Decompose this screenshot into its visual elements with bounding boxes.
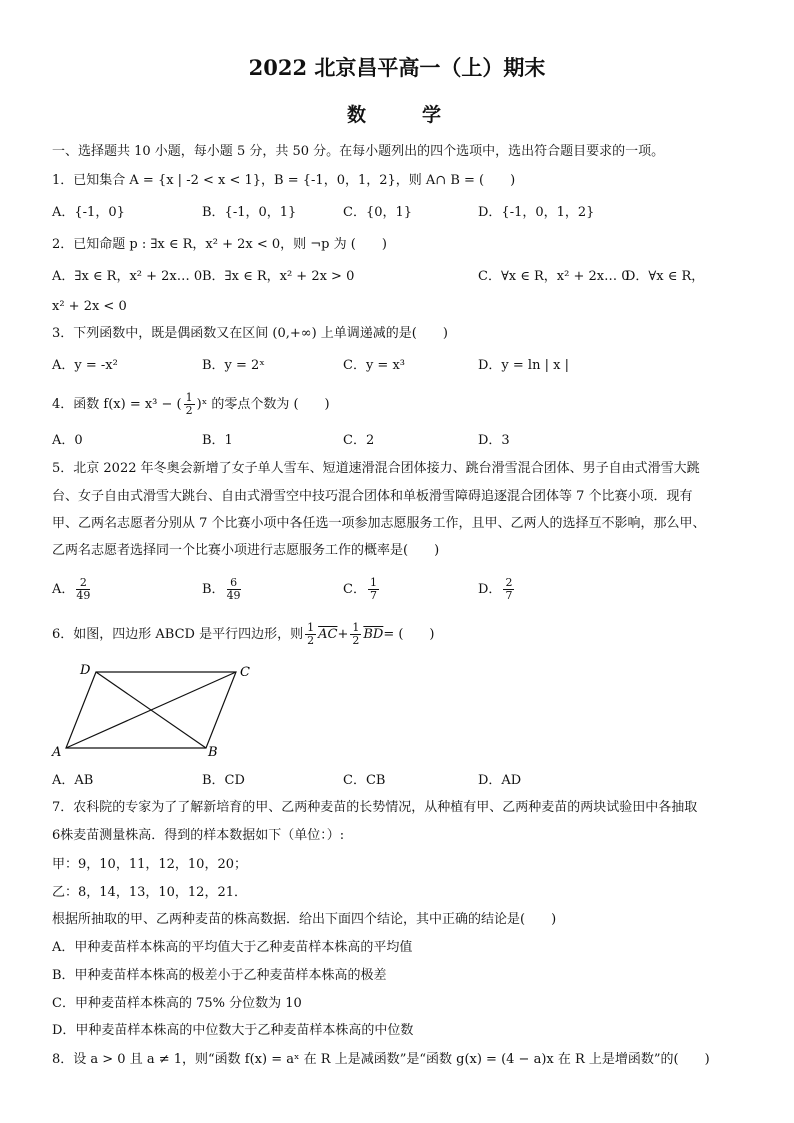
- fraction-one-half: [305, 622, 316, 647]
- question-5-option-d: [478, 575, 516, 605]
- fraction-denominator: 2: [307, 634, 315, 647]
- option-fraction: [227, 577, 241, 602]
- question-2-option-a: A．∃x ∈ R，x² + 2x… 0: [52, 269, 203, 284]
- question-4-option-c: C．2: [343, 433, 375, 448]
- question-4-option-b: B．1: [202, 433, 233, 448]
- fraction-one-half: [350, 622, 361, 647]
- question-2-option-b: B．∃x ∈ R，x² + 2x > 0: [202, 269, 355, 284]
- section-instructions: 一、选择题共 10 小题，每小题 5 分，共 50 分。在每小题列出的四个选项中，选出符合题目要求的一项。: [52, 144, 665, 159]
- question-1-option-b: B．{-1，0，1}: [202, 205, 297, 220]
- question-1-option-c: C．{0，1}: [343, 205, 413, 220]
- vector-bd: $\overline{BD}$: [363, 627, 384, 642]
- question-6-option-d: D．AD: [478, 773, 522, 788]
- question-8-stem: 8．设 a > 0 且 a ≠ 1，则“函数 f(x) = aˣ 在 R 上是减函数”是“函数 g(x) = (4 − a)x 在 R 上是增函数”的( ): [52, 1052, 710, 1067]
- question-5-option-c: [343, 575, 381, 605]
- question-3-option-c: C．y = x³: [343, 358, 405, 373]
- vertex-label-d: D: [80, 663, 91, 678]
- question-5-line-4: 乙两名志愿者选择同一个比赛小项进行志愿服务工作的概率是( ): [52, 543, 440, 558]
- fraction-denominator: 2: [185, 404, 193, 417]
- option-label: A．: [52, 582, 75, 597]
- option-label: B．: [202, 582, 225, 597]
- question-4-option-d: D．3: [478, 433, 510, 448]
- option-fraction: [503, 577, 514, 602]
- option-fraction: [76, 577, 90, 602]
- question-5-line-2: 台、女子自由式滑雪大跳台、自由式滑雪空中技巧混合团体和单板滑雪障碍追逐混合团体等 7 个比赛小项．现有: [52, 489, 693, 504]
- page-title: 2022 北京昌平高一（上）期末: [248, 55, 546, 80]
- question-7-line-3: 根据所抽取的甲、乙两种麦苗的株高数据．给出下面四个结论，其中正确的结论是( ): [52, 912, 557, 927]
- fraction-denominator: 2: [352, 634, 360, 647]
- fraction-numerator: 6: [227, 577, 241, 590]
- diagonal-bd: [96, 672, 206, 748]
- question-7-line-1: 7．农科院的专家为了了解新培育的甲、乙两种麦苗的长势情况，从种植有甲、乙两种麦苗的两块试验田中各抽取: [52, 800, 698, 815]
- question-6-stem: [52, 622, 435, 648]
- subject-heading: 数 学: [346, 104, 447, 126]
- question-2-option-d: D．∀x ∈ R，: [625, 269, 705, 284]
- vector-ac: $\overline{AC}$: [318, 627, 338, 642]
- question-4-option-a: A．0: [52, 433, 83, 448]
- vertex-label-a: A: [52, 745, 62, 760]
- option-label: C．: [343, 582, 366, 597]
- question-2-option-c: C．∀x ∈ R，x² + 2x… 0: [478, 269, 630, 284]
- question-5-line-1: 5．北京 2022 年冬奥会新增了女子单人雪车、短道速滑混合团体接力、跳台滑雪混合团体、男子自由式滑雪大跳: [52, 461, 700, 476]
- fraction-numerator: 2: [505, 576, 513, 589]
- question-5-line-3: 甲、乙两名志愿者分别从 7 个比赛小项中各任选一项参加志愿服务工作，且甲、乙两人的选择互不影响，那么甲、: [52, 516, 706, 531]
- question-6-stem-post: = ( ): [383, 627, 435, 642]
- question-7-data-jia: 甲：9，10，11，12，10，20；: [52, 857, 247, 872]
- fraction-denominator: 7: [369, 589, 377, 602]
- question-1-stem: 1．已知集合 A = {x | -2 < x < 1}，B = {-1，0，1，2}，则 A∩ B = ( ): [52, 173, 516, 188]
- question-4-stem: [52, 392, 330, 418]
- fraction-numerator: 2: [76, 577, 90, 590]
- question-7-option-d: D．甲种麦苗样本株高的中位数大于乙种麦苗样本株高的中位数: [52, 1023, 414, 1038]
- fraction-numerator: 1: [185, 391, 193, 404]
- question-6-option-b: B．CD: [202, 773, 245, 788]
- question-7-option-a: A．甲种麦苗样本株高的平均值大于乙种麦苗样本株高的平均值: [52, 940, 413, 955]
- question-4-stem-post: )ˣ 的零点个数为 ( ): [196, 397, 330, 412]
- question-7-option-c: C．甲种麦苗样本株高的 75% 分位数为 10: [52, 996, 302, 1011]
- question-6-option-c: C．CB: [343, 773, 386, 788]
- option-label: D．: [478, 582, 502, 597]
- question-2-stem: 2．已知命题 p : ∃x ∈ R，x² + 2x < 0，则 ¬p 为 ( ): [52, 237, 387, 252]
- question-7-line-2: 6株麦苗测量株高．得到的样本数据如下（单位：）:: [52, 828, 345, 843]
- question-4-stem-pre: 4．函数 f(x) = x³ − (: [52, 397, 182, 412]
- vertex-label-b: B: [208, 745, 218, 760]
- question-2-option-d-continued: x² + 2x < 0: [52, 299, 127, 314]
- question-1-option-a: A．{-1，0}: [52, 205, 125, 220]
- question-3-option-b: B．y = 2ˣ: [202, 358, 265, 373]
- fraction-one-half: [184, 392, 195, 417]
- fraction-denominator: 7: [505, 589, 513, 602]
- fraction-numerator: 1: [352, 621, 360, 634]
- question-6-option-a: A．AB: [52, 773, 94, 788]
- question-6-stem-pre: 6．如图，四边形 ABCD 是平行四边形，则: [52, 627, 304, 642]
- parallelogram-figure: [50, 660, 260, 760]
- fraction-denominator: 49: [226, 589, 241, 602]
- question-3-option-a: A．y = -x²: [52, 358, 118, 373]
- question-7-data-yi: 乙：8，14，13，10，12，21．: [52, 885, 247, 900]
- question-5-option-b: [202, 575, 243, 605]
- fraction-denominator: 49: [76, 589, 91, 602]
- question-3-stem: 3．下列函数中，既是偶函数又在区间 (0,+∞) 上单调递减的是( ): [52, 326, 448, 341]
- plus-sign: +: [337, 627, 349, 642]
- question-1-option-d: D．{-1，0，1，2}: [478, 205, 595, 220]
- fraction-numerator: 1: [307, 621, 315, 634]
- option-fraction: [368, 577, 379, 602]
- fraction-numerator: 1: [369, 576, 377, 589]
- vertex-label-c: C: [240, 665, 250, 680]
- question-7-option-b: B．甲种麦苗样本株高的极差小于乙种麦苗样本株高的极差: [52, 968, 387, 983]
- question-3-option-d: D．y = ln | x |: [478, 358, 569, 373]
- question-5-option-a: [52, 575, 92, 605]
